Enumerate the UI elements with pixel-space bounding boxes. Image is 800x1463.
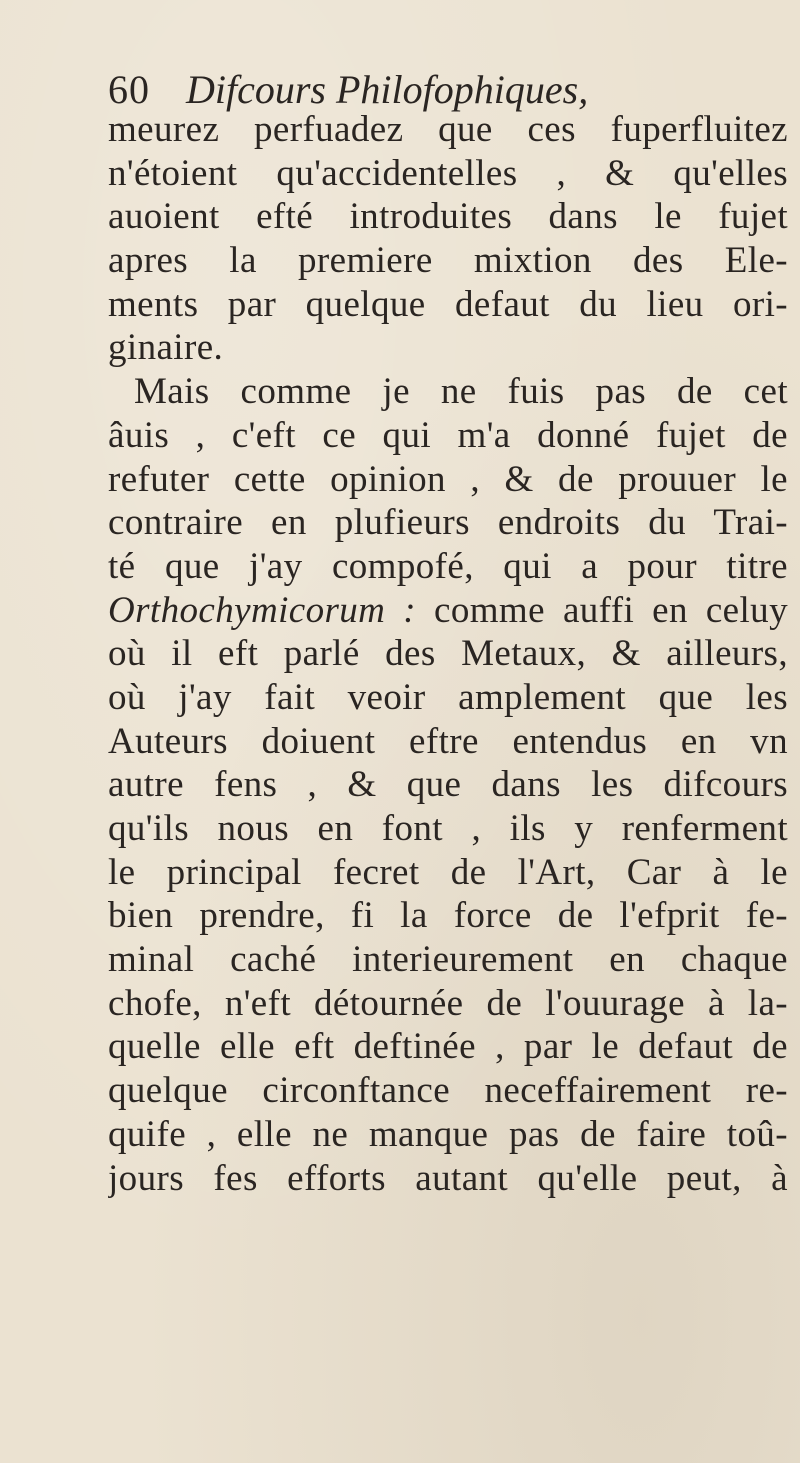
text-line: quelque circonftance neceffairement re- bbox=[108, 1070, 788, 1112]
text-line: chofe, n'eft détournée de l'ouurage à la- bbox=[108, 982, 788, 1024]
text-line: quife , elle ne manque pas de faire toû- bbox=[108, 1113, 788, 1155]
text-line: qu'ils nous en font , ils y renferment bbox=[108, 808, 788, 849]
text-line-with-title bbox=[108, 589, 788, 633]
text-line: autre fens , & que dans les difcours bbox=[108, 764, 788, 806]
text-line: jours fes efforts autant qu'elle peut, à bbox=[108, 1157, 788, 1199]
text-line: quelle elle eft deftinée , par le defaut de bbox=[108, 1026, 788, 1068]
text-line: ments par quelque defaut du lieu ori- bbox=[108, 283, 788, 325]
text-line: refuter cette opinion , & de prouuer le bbox=[108, 458, 788, 500]
page-number: 60 bbox=[108, 67, 150, 112]
text-line: té que j'ay compofé, qui a pour titre bbox=[108, 545, 788, 587]
text-line: où il eft parlé des Metaux, & ailleurs, bbox=[108, 633, 788, 675]
text-line: âuis , c'eft ce qui m'a donné fujet de bbox=[108, 414, 788, 456]
italic-title: Orthochymicorum : bbox=[108, 589, 417, 631]
text-line: n'étoient qu'accidentelles , & qu'elles bbox=[108, 152, 788, 194]
text-line: Mais comme je ne fuis pas de cet bbox=[134, 371, 788, 413]
text-line: où j'ay fait veoir amplement que les bbox=[108, 676, 788, 718]
text-line-rest: comme auffi en celuy bbox=[434, 589, 788, 631]
running-title: Difcours Philofophiques, bbox=[186, 67, 589, 112]
text-line: ginaire. bbox=[108, 327, 224, 369]
text-line: bien prendre, fi la force de l'efprit fe- bbox=[108, 895, 788, 937]
text-line: apres la premiere mixtion des Ele- bbox=[108, 240, 788, 282]
text-line: minal caché interieurement en chaque bbox=[108, 939, 788, 981]
text-line: meurez perfuadez que ces fuperfluitez bbox=[108, 109, 788, 150]
text-line: Auteurs doiuent eftre entendus en vn bbox=[108, 720, 788, 762]
text-line: contraire en plufieurs endroits du Trai- bbox=[108, 502, 788, 544]
text-line: auoient efté introduites dans le fujet bbox=[108, 196, 788, 238]
body-text bbox=[108, 108, 788, 1200]
text-line: le principal fecret de l'Art, Car à le bbox=[108, 851, 788, 893]
